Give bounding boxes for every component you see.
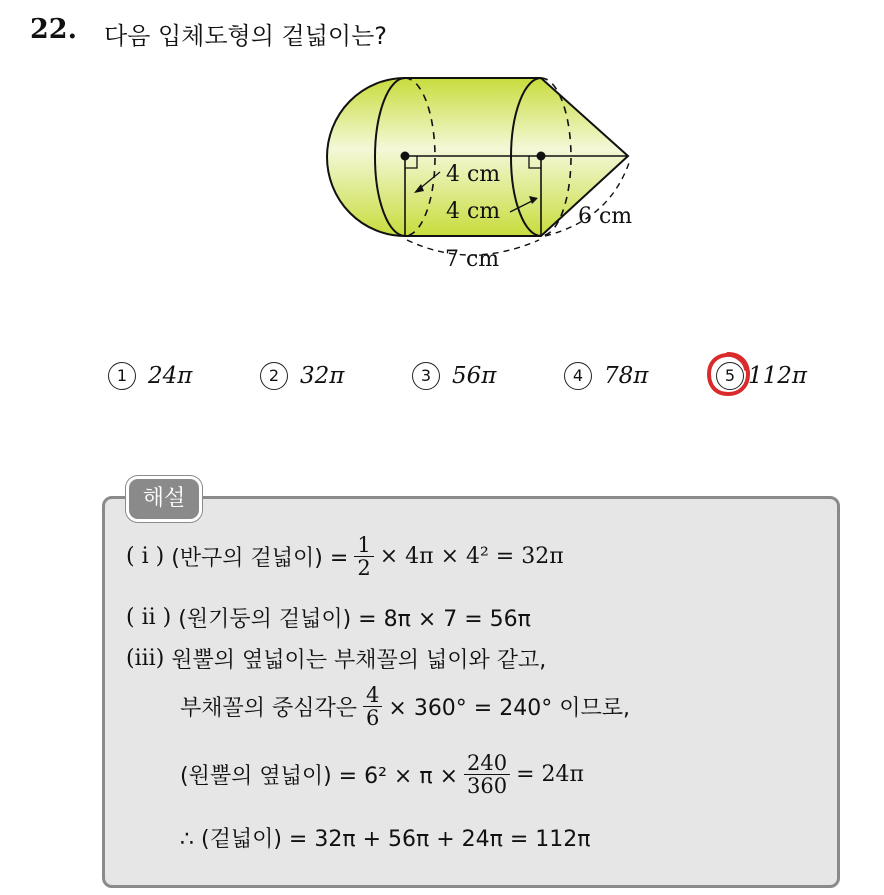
choice-value: 32π <box>300 363 345 389</box>
choice-value: 78π <box>604 363 649 389</box>
question-text: 다음 입체도형의 겉넓이는? <box>104 22 388 50</box>
frac-den: 6 <box>366 706 380 731</box>
line5-text: (원뿔의 옆넓이) = 6² × π × <box>180 764 458 790</box>
solution-line-4 <box>180 684 630 729</box>
frac-num: 240 <box>464 752 510 775</box>
choice-4[interactable] <box>564 362 648 390</box>
line1-text: (반구의 겉넓이) = <box>171 546 349 572</box>
center-point-right <box>537 152 546 161</box>
solution-line-2 <box>126 602 531 633</box>
line3-prefix: (iii) <box>126 646 165 671</box>
line6-text: ∴ (겉넓이) = 32π + 56π + 24π = 112π <box>180 827 591 852</box>
label-radius-2: 4 cm <box>446 199 501 224</box>
answer-circle-mark <box>704 350 752 398</box>
frac-den: 360 <box>467 774 508 799</box>
fraction-240-360 <box>464 752 510 797</box>
frac-num: 1 <box>354 534 373 557</box>
question-number: 22. <box>30 14 77 45</box>
solution-line-5 <box>180 752 584 797</box>
line2-prefix: ( ii ) <box>126 605 172 630</box>
line1-rest: × 4π × 4² = 32π <box>379 544 564 570</box>
line3-text: 원뿔의 옆넓이는 부채꼴의 넓이와 같고, <box>171 648 547 673</box>
line2-text: (원기둥의 겉넓이) = 8π × 7 = 56π <box>178 607 531 632</box>
solution-line-1 <box>126 534 564 579</box>
line4-text: 부채꼴의 중심각은 <box>180 696 358 722</box>
choice-value: 24π <box>148 363 193 389</box>
fraction-4-6 <box>363 684 382 729</box>
choice-3[interactable] <box>412 362 496 390</box>
choice-number-icon: 5 <box>716 362 744 390</box>
choice-2[interactable] <box>260 362 344 390</box>
choice-number-icon: 3 <box>412 362 440 390</box>
choice-number-icon: 1 <box>108 362 136 390</box>
solution-tag: 해설 <box>126 476 202 522</box>
frac-num: 4 <box>363 684 382 707</box>
choice-value: 56π <box>452 363 497 389</box>
choice-value: 112π <box>748 363 808 389</box>
line5-rest: = 24π <box>516 762 584 788</box>
choice-1[interactable] <box>108 362 192 390</box>
label-height: 7 cm <box>445 247 500 272</box>
solution-line-6 <box>180 822 591 853</box>
line4-rest: × 360° = 240° 이므로, <box>388 696 630 722</box>
center-point-left <box>401 152 410 161</box>
label-radius-1: 4 cm <box>446 162 501 187</box>
fraction-1-2 <box>354 534 373 579</box>
solution-line-3 <box>126 643 546 674</box>
label-slant: 6 cm <box>578 204 633 229</box>
choice-number-icon: 4 <box>564 362 592 390</box>
line1-prefix: ( i ) <box>126 544 165 570</box>
choice-number-icon: 2 <box>260 362 288 390</box>
solid-figure-diagram <box>300 66 660 286</box>
frac-den: 2 <box>357 556 371 581</box>
